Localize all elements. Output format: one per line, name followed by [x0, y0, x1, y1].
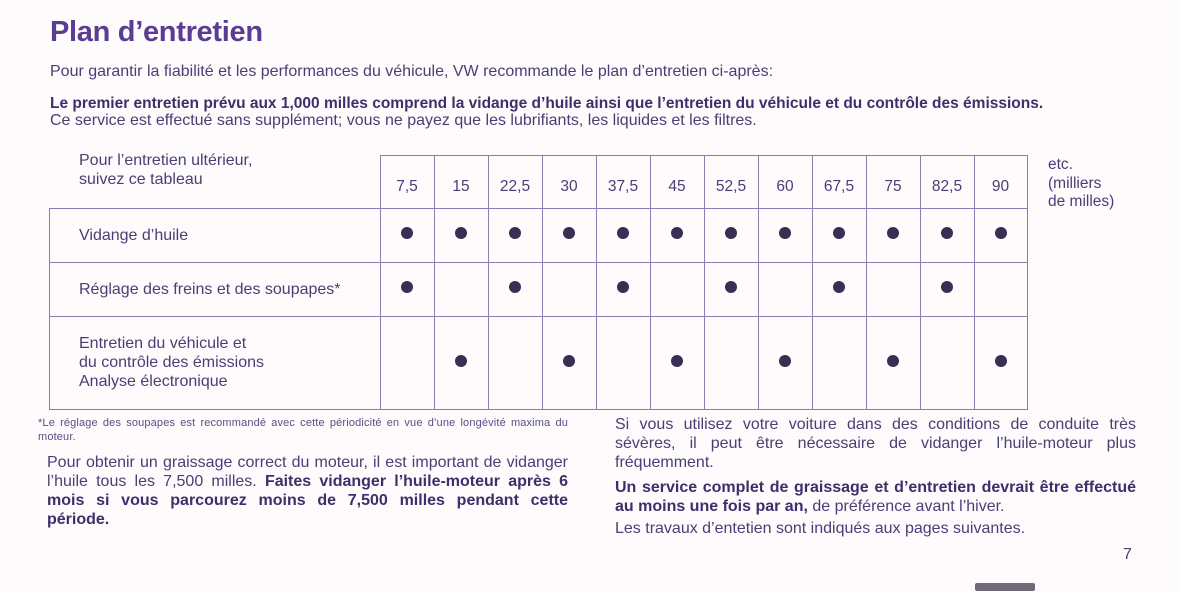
service-dot-icon	[887, 227, 899, 239]
schedule-cell	[704, 208, 758, 262]
schedule-cell	[812, 262, 866, 316]
oil-change-text: Pour obtenir un graissage correct du moteur, il est important de vidanger l’huile tous les 7,500 milles.	[47, 454, 568, 490]
schedule-cell	[596, 316, 650, 409]
row-label-line: Réglage des freins et des soupapes*	[79, 280, 341, 298]
schedule-cell	[650, 316, 704, 409]
row-label	[50, 208, 381, 262]
service-dot-icon	[563, 355, 575, 367]
units-line2: (milliers	[1048, 174, 1102, 192]
first-service-bold: Le premier entretien prévu aux 1,000 milles comprend la vidange d’huile ainsi que l’entretien du véhicule et du contrôle des émissions.	[50, 95, 1044, 112]
service-dot-icon	[509, 227, 521, 239]
page-number: 7	[1123, 546, 1132, 563]
units-line1: etc.	[1048, 156, 1073, 173]
service-dot-icon	[455, 355, 467, 367]
table-header-label-line2: suivez ce tableau	[79, 171, 203, 188]
schedule-cell	[380, 316, 434, 409]
service-dot-icon	[401, 227, 413, 239]
schedule-cell	[650, 262, 704, 316]
oil-change-bold-text: Faites vidanger l’huile-moteur après 6 mois si vous parcourez moins de 7,500 milles pendant cette période.	[47, 473, 568, 528]
service-dot-icon	[779, 355, 791, 367]
header-corner-cell	[50, 156, 381, 209]
schedule-cell	[542, 208, 596, 262]
schedule-cell	[812, 316, 866, 409]
annual-service-bold-text: Un service complet de graissage et d’entretien devrait être effectué au moins une fois par an,	[615, 479, 1136, 515]
schedule-cell	[596, 262, 650, 316]
service-dot-icon	[671, 355, 683, 367]
severe-conditions-paragraph: Si vous utilisez votre voiture dans des conditions de conduite très sévères, il peut être nécessaire de vidanger l’huile-moteur plus fréquemment.	[615, 416, 1136, 471]
mileage-header-cell: 60	[758, 156, 812, 209]
service-dot-icon	[401, 281, 413, 293]
service-dot-icon	[887, 355, 899, 367]
mileage-header-cell: 30	[542, 156, 596, 209]
mileage-header-cell: 82,5	[920, 156, 974, 209]
service-dot-icon	[509, 281, 521, 293]
intro-text: Pour garantir la fiabilité et les performances du véhicule, VW recommande le plan d’entretien ci-après:	[50, 63, 774, 80]
footnote: *Le réglage des soupapes est recommandé avec cette périodicité en vue d’une longévité maxima du moteur.	[38, 417, 568, 443]
schedule-cell	[920, 208, 974, 262]
service-dot-icon	[671, 227, 683, 239]
service-dot-icon	[563, 227, 575, 239]
mileage-header-cell: 7,5	[380, 156, 434, 209]
mileage-header-cell: 52,5	[704, 156, 758, 209]
oil-change-paragraph	[47, 453, 568, 529]
row-label-line: Entretien du véhicule et	[79, 335, 247, 352]
service-dot-icon	[725, 281, 737, 293]
schedule-cell	[488, 208, 542, 262]
mileage-header-row	[50, 156, 1028, 209]
schedule-cell	[650, 208, 704, 262]
service-dot-icon	[725, 227, 737, 239]
service-dot-icon	[455, 227, 467, 239]
schedule-cell	[434, 262, 488, 316]
service-dot-icon	[995, 355, 1007, 367]
mileage-header-cell: 45	[650, 156, 704, 209]
row-label-line: Analyse électronique	[79, 373, 228, 390]
service-dot-icon	[617, 281, 629, 293]
annual-service-paragraph	[615, 478, 1136, 516]
table-row	[50, 262, 1028, 316]
mileage-header-cell: 67,5	[812, 156, 866, 209]
service-dot-icon	[833, 227, 845, 239]
schedule-cell	[488, 262, 542, 316]
service-dot-icon	[779, 227, 791, 239]
schedule-cell	[974, 208, 1027, 262]
table-row	[50, 316, 1028, 409]
schedule-cell	[812, 208, 866, 262]
schedule-cell	[920, 316, 974, 409]
page-edge-mark	[975, 583, 1035, 591]
service-dot-icon	[941, 227, 953, 239]
schedule-cell	[488, 316, 542, 409]
service-dot-icon	[833, 281, 845, 293]
mileage-header-cell: 15	[434, 156, 488, 209]
schedule-cell	[758, 262, 812, 316]
schedule-cell	[434, 208, 488, 262]
maintenance-table	[49, 155, 1028, 410]
schedule-cell	[974, 262, 1027, 316]
schedule-cell	[758, 208, 812, 262]
mileage-header-cell: 75	[866, 156, 920, 209]
mileage-header-cell: 22,5	[488, 156, 542, 209]
schedule-cell	[434, 316, 488, 409]
schedule-cell	[758, 316, 812, 409]
schedule-cell	[866, 262, 920, 316]
service-dot-icon	[941, 281, 953, 293]
schedule-cell	[866, 316, 920, 409]
table-header-label-line1: Pour l’entretien ultérieur,	[79, 152, 253, 169]
first-service-note: Ce service est effectué sans supplément; vous ne payez que les lubrifiants, les liquides et les filtres.	[50, 112, 757, 129]
schedule-cell	[542, 262, 596, 316]
service-dot-icon	[995, 227, 1007, 239]
following-pages-note: Les travaux d’entetien sont indiqués aux pages suivantes.	[615, 520, 1026, 537]
schedule-cell	[380, 208, 434, 262]
mileage-header-cell: 37,5	[596, 156, 650, 209]
schedule-cell	[704, 316, 758, 409]
row-label-line: Vidange d’huile	[79, 226, 189, 244]
row-label	[50, 316, 381, 409]
schedule-cell	[974, 316, 1027, 409]
schedule-cell	[596, 208, 650, 262]
mileage-header-cell: 90	[974, 156, 1027, 209]
units-line3: de milles)	[1048, 193, 1115, 210]
annual-service-text: de préférence avant l’hiver.	[807, 498, 1005, 515]
service-dot-icon	[617, 227, 629, 239]
schedule-cell	[380, 262, 434, 316]
row-label	[50, 262, 381, 316]
row-label-line: du contrôle des émissions	[79, 354, 264, 371]
schedule-cell	[704, 262, 758, 316]
page-title: Plan d’entretien	[50, 16, 263, 48]
table-row	[50, 208, 1028, 262]
schedule-cell	[542, 316, 596, 409]
schedule-cell	[920, 262, 974, 316]
schedule-cell	[866, 208, 920, 262]
units-note	[1048, 156, 1114, 212]
